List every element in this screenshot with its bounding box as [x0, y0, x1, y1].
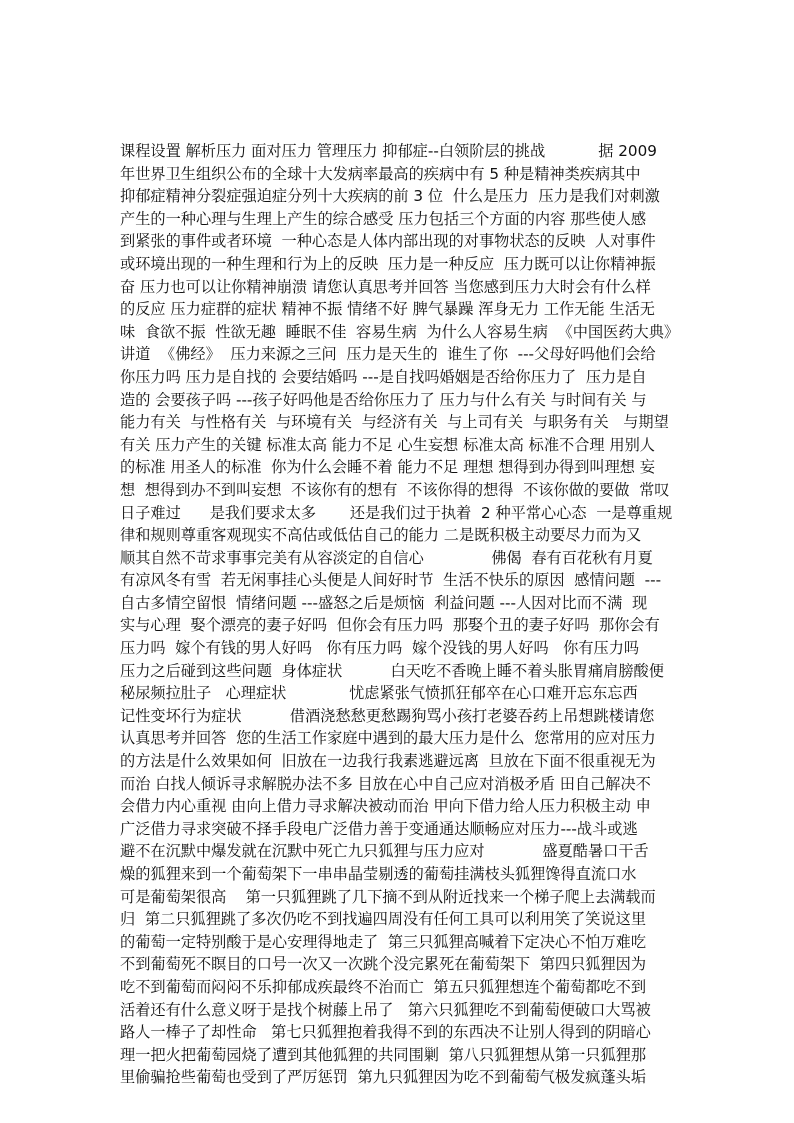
text-line: 广泛借力寻求突破不择手段电广泛借力善于变通通达顺畅应对压力---战斗或逃: [120, 819, 638, 838]
text-line: 律和规则尊重客观现实不高估或低估自己的能力 二是既积极主动要尽力而为又: [120, 526, 642, 545]
text-line: 避不在沉默中爆发就在沉默中死亡九只狐狸与压力应对 盛夏酷暑口干舌: [120, 842, 649, 861]
text-line: 秘尿频拉肚子 心理症状 忧虑紧张气愤抓狂郁卒在心口难开忘东忘西: [120, 684, 638, 703]
text-line: 想 想得到办不到叫妄想 不该你有的想有 不该你得的想得 不该你做的要做 常叹: [120, 480, 670, 499]
text-line: 有关 压力产生的关键 标准太高 能力不足 心生妄想 标准太高 标准不合理 用别人: [120, 435, 655, 454]
text-line: 讲道 《佛经》 压力来源之三问 压力是天生的 谁生了你 ---父母好吗他们会给: [120, 345, 656, 364]
text-line: 日子难过 是我们要求太多 还是我们过于执着 2 种平常心心态 一是尊重规: [120, 503, 673, 522]
text-line: 的标准 用圣人的标准 你为什么会睡不着 能力不足 理想 想得到办得到叫理想 妄: [120, 458, 655, 477]
text-line: 到紧张的事件或者环境 一种心态是人体内部出现的对事物状态的反映 人对事件: [120, 232, 656, 251]
text-line: 年世界卫生组织公布的全球十大发病率最高的疾病中有 5 种是精神类疾病其中: [120, 164, 641, 183]
text-line: 有凉风冬有雪 若无闲事挂心头便是人间好时节 生活不快乐的原因 感情问题 ---: [120, 571, 662, 590]
text-line: 的反应 压力症群的症状 精神不振 情绪不好 脾气暴躁 浑身无力 工作无能 生活无: [120, 300, 655, 319]
text-line: 顺其自然不苛求事事完美有从容淡定的自信心 佛偈 春有百花秋有月夏: [120, 548, 653, 567]
text-line: 实与心理 娶个漂亮的妻子好吗 但你会有压力吗 那娶个丑的妻子好吗 那你会有: [120, 616, 660, 635]
document-body: [120, 140, 696, 1089]
text-line: 奋 压力也可以让你精神崩溃 请您认真思考并回答 当您感到压力大时会有什么样: [120, 277, 651, 296]
text-line: 的方法是什么效果如何 旧放在一边我行我素逃避远离 旦放在下面不很重视无为: [120, 752, 656, 771]
text-line: 压力吗 嫁个有钱的男人好吗 你有压力吗 嫁个没钱的男人好吗 你有压力吗: [120, 639, 640, 658]
text-line: 活着还有什么意义呀于是找个树藤上吊了 第六只狐狸吃不到葡萄便破口大骂被: [120, 1000, 651, 1019]
text-line: 归 第二只狐狸跳了多次仍吃不到找遍四周没有任何工具可以利用笑了笑说这里: [120, 910, 647, 929]
text-line: 自古多情空留恨 情绪问题 ---盛怒之后是烦恼 利益问题 ---人因对比而不满 现: [120, 593, 648, 612]
text-line: 燥的狐狸来到一个葡萄架下一串串晶莹剔透的葡萄挂满枝头狐狸馋得直流口水: [120, 865, 637, 883]
text-line: 理一把火把葡萄园烧了遭到其他狐狸的共同围剿 第八只狐狸想从第一只狐狸那: [120, 1045, 647, 1064]
text-line: 会借力内心重视 由向上借力寻求解决被动而治 甲向下借力给人压力积极主动 申: [120, 797, 651, 816]
text-line: 可是葡萄架很高 第一只狐狸跳了几下摘不到从附近找来一个梯子爬上去满载而: [120, 887, 656, 906]
text-line: 不到葡萄死不瞑目的口号一次又一次跳个没完累死在葡萄架下 第四只狐狸因为: [120, 955, 647, 974]
text-line: 路人一棒子了却性命 第七只狐狸抱着我得不到的东西决不让别人得到的阴暗心: [120, 1023, 651, 1042]
text-line: 课程设置 解析压力 面对压力 管理压力 抑郁症--白领阶层的挑战 据 2009: [120, 142, 657, 160]
text-line: 或环境出现的一种生理和行为上的反映 压力是一种反应 压力既可以让你精神振: [120, 254, 656, 273]
text-line: 能力有关 与性格有关 与环境有关 与经济有关 与上司有关 与职务有关 与期望: [120, 413, 669, 432]
text-line: 味 食欲不振 性欲无趣 睡眠不佳 容易生病 为什么人容易生病 《中国医药大典》: [120, 322, 680, 341]
text-line: 吃不到葡萄而闷闷不乐抑郁成疾最终不治而亡 第五只狐狸想连个葡萄都吃不到: [120, 977, 647, 996]
text-line: 产生的一种心理与生理上产生的综合感受 压力包括三个方面的内容 那些使人感: [120, 209, 647, 228]
text-line: 你压力吗 压力是自找的 会要结婚吗 ---是自找吗婚姻是否给你压力了 压力是自: [120, 367, 647, 386]
text-line: 造的 会要孩子吗 ---孩子好吗他是否给你压力了 压力与什么有关 与时间有关 与: [120, 390, 647, 409]
text-line: 记性变坏行为症状 借酒浇愁愁更愁踢狗骂小孩打老婆吞药上吊想跳楼请您: [120, 706, 655, 725]
text-line: 里偷骗抢些葡萄也受到了严厉惩罚 第九只狐狸因为吃不到葡萄气极发疯蓬头垢: [120, 1068, 647, 1087]
text-line: 压力之后碰到这些问题 身体症状 白天吃不香晚上睡不着头胀胃痛肩膀酸便: [120, 661, 664, 680]
text-line: 而治 白找人倾诉寻求解脱办法不多 目放在心中自己应对消极矛盾 田自己解决不: [120, 774, 651, 793]
text-line: 的葡萄一定特别酸于是心安理得地走了 第三只狐狸高喊着下定决心不怕万难吃: [120, 932, 647, 951]
text-line: 抑郁症精神分裂症强迫症分列十大疾病的前 3 位 什么是压力 压力是我们对刺激: [120, 187, 660, 206]
text-line: 认真思考并回答 您的生活工作家庭中遇到的最大压力是什么 您常用的应对压力: [120, 729, 656, 748]
